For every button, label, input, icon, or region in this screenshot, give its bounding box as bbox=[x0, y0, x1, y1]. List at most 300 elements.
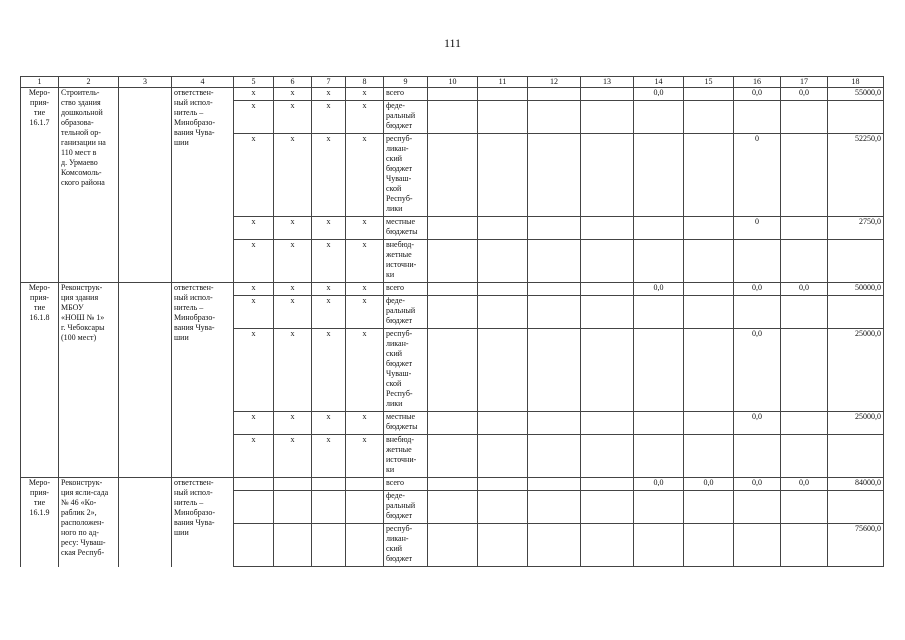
funding-source-line: жетные bbox=[386, 250, 412, 259]
code-cell: x bbox=[234, 283, 274, 296]
value-cell-col17: 0,0 bbox=[781, 88, 828, 101]
measure-executor-line: ный испол- bbox=[174, 488, 213, 497]
value-cell-col16: 0,0 bbox=[734, 478, 781, 491]
value-cell-col10 bbox=[428, 435, 478, 478]
value-cell-col13 bbox=[581, 88, 634, 101]
value-cell-col11 bbox=[478, 412, 528, 435]
value-cell-col12 bbox=[528, 134, 581, 217]
measure-name-line: расположен- bbox=[61, 518, 104, 527]
code-cell: x bbox=[234, 240, 274, 283]
funding-source-line: ки bbox=[386, 270, 395, 279]
value-cell-col16: 0,0 bbox=[734, 283, 781, 296]
value-cell-col10 bbox=[428, 134, 478, 217]
value-cell-col15 bbox=[684, 412, 734, 435]
column-header-row bbox=[21, 77, 884, 88]
value-cell-col16: 0 bbox=[734, 134, 781, 217]
funding-source bbox=[384, 478, 428, 491]
value-cell-col15 bbox=[684, 134, 734, 217]
code-cell bbox=[312, 491, 346, 524]
funding-source-line: источни- bbox=[386, 455, 417, 464]
table-row bbox=[21, 283, 884, 296]
column-header-14: 14 bbox=[634, 77, 684, 88]
funding-source-line: бюджет bbox=[386, 121, 413, 130]
value-cell-col14 bbox=[634, 435, 684, 478]
measure-executor-line: нитель – bbox=[174, 108, 204, 117]
code-cell bbox=[312, 524, 346, 567]
value-cell-col16 bbox=[734, 435, 781, 478]
measure-executor-line: нитель – bbox=[174, 498, 204, 507]
value-cell-col18 bbox=[828, 491, 884, 524]
measure-executor-line: ный испол- bbox=[174, 293, 213, 302]
measure-executor-line: Минобразо- bbox=[174, 508, 216, 517]
code-cell: x bbox=[312, 412, 346, 435]
measure-name-line: № 46 «Ко- bbox=[61, 498, 97, 507]
value-cell-col14 bbox=[634, 134, 684, 217]
value-cell-col11 bbox=[478, 134, 528, 217]
value-cell-col12 bbox=[528, 524, 581, 567]
measure-id-line: прия- bbox=[30, 98, 49, 107]
funding-source-line: местные bbox=[386, 217, 416, 226]
measure-id-line: прия- bbox=[30, 488, 49, 497]
value-cell-col15 bbox=[684, 435, 734, 478]
measure-executor bbox=[172, 88, 234, 283]
measure-id bbox=[21, 88, 59, 283]
measure-executor-line: шии bbox=[174, 528, 189, 537]
value-cell-col12 bbox=[528, 217, 581, 240]
code-cell bbox=[234, 491, 274, 524]
funding-source-line: всего bbox=[386, 283, 405, 292]
code-cell: x bbox=[234, 296, 274, 329]
measure-name-line: МБОУ bbox=[61, 303, 84, 312]
measure-name-line: ция ясли-сада bbox=[61, 488, 109, 497]
value-cell-col13 bbox=[581, 296, 634, 329]
funding-source bbox=[384, 435, 428, 478]
value-cell-col15 bbox=[684, 217, 734, 240]
funding-source-line: ральный bbox=[386, 306, 416, 315]
value-cell-col17 bbox=[781, 435, 828, 478]
funding-source-line: ский bbox=[386, 154, 402, 163]
funding-source-line: Чуваш- bbox=[386, 369, 412, 378]
column-header-12: 12 bbox=[528, 77, 581, 88]
table-row bbox=[21, 88, 884, 101]
value-cell-col10 bbox=[428, 524, 478, 567]
measure-executor-line: ответствен- bbox=[174, 283, 214, 292]
measure-name bbox=[59, 283, 119, 478]
code-cell: x bbox=[234, 134, 274, 217]
value-cell-col18: 75600,0 bbox=[828, 524, 884, 567]
funding-source-line: Респуб- bbox=[386, 194, 413, 203]
value-cell-col17 bbox=[781, 101, 828, 134]
measure-id-line: Меро- bbox=[28, 478, 51, 487]
measure-name-line: г. Чебоксары bbox=[61, 323, 105, 332]
code-cell: x bbox=[312, 101, 346, 134]
column-header-13: 13 bbox=[581, 77, 634, 88]
value-cell-col10 bbox=[428, 101, 478, 134]
measure-executor-line: ответствен- bbox=[174, 88, 214, 97]
measure-name-line: ского района bbox=[61, 178, 105, 187]
code-cell: x bbox=[312, 134, 346, 217]
value-cell-col10 bbox=[428, 240, 478, 283]
value-cell-col10 bbox=[428, 88, 478, 101]
funding-source-line: респуб- bbox=[386, 134, 413, 143]
funding-source-line: ки bbox=[386, 465, 395, 474]
value-cell-col11 bbox=[478, 524, 528, 567]
measure-executor bbox=[172, 283, 234, 478]
funding-source bbox=[384, 329, 428, 412]
value-cell-col12 bbox=[528, 491, 581, 524]
funding-source-line: бюджет bbox=[386, 316, 413, 325]
value-cell-col15 bbox=[684, 240, 734, 283]
value-cell-col18: 52250,0 bbox=[828, 134, 884, 217]
value-cell-col16: 0 bbox=[734, 217, 781, 240]
measure-id-line: тие bbox=[33, 498, 46, 507]
column-header-7: 7 bbox=[312, 77, 346, 88]
value-cell-col12 bbox=[528, 435, 581, 478]
code-cell: x bbox=[346, 435, 384, 478]
value-cell-col13 bbox=[581, 283, 634, 296]
column-header-11: 11 bbox=[478, 77, 528, 88]
funding-source-line: ской bbox=[386, 184, 402, 193]
code-cell: x bbox=[346, 88, 384, 101]
value-cell-col17: 0,0 bbox=[781, 478, 828, 491]
funding-source bbox=[384, 101, 428, 134]
column-header-17: 17 bbox=[781, 77, 828, 88]
value-cell-col18 bbox=[828, 435, 884, 478]
value-cell-col15 bbox=[684, 491, 734, 524]
value-cell-col18: 50000,0 bbox=[828, 283, 884, 296]
code-cell: x bbox=[274, 101, 312, 134]
measure-name-line: раблик 2», bbox=[61, 508, 97, 517]
measure-name-line: Строитель- bbox=[61, 88, 100, 97]
funding-source-line: жетные bbox=[386, 445, 412, 454]
measure-id bbox=[21, 283, 59, 478]
measure-name-line: Комсомоль- bbox=[61, 168, 102, 177]
funding-source bbox=[384, 524, 428, 567]
value-cell-col10 bbox=[428, 412, 478, 435]
measure-col3 bbox=[119, 88, 172, 283]
value-cell-col17 bbox=[781, 240, 828, 283]
column-header-2: 2 bbox=[59, 77, 119, 88]
value-cell-col12 bbox=[528, 240, 581, 283]
value-cell-col16 bbox=[734, 101, 781, 134]
code-cell bbox=[346, 491, 384, 524]
value-cell-col18 bbox=[828, 296, 884, 329]
code-cell: x bbox=[234, 217, 274, 240]
value-cell-col17 bbox=[781, 329, 828, 412]
measure-executor-line: вания Чува- bbox=[174, 323, 215, 332]
column-header-8: 8 bbox=[346, 77, 384, 88]
code-cell: x bbox=[274, 283, 312, 296]
funding-source-line: Респуб- bbox=[386, 389, 413, 398]
code-cell: x bbox=[312, 296, 346, 329]
measure-id-line: тие bbox=[33, 108, 46, 117]
funding-source bbox=[384, 283, 428, 296]
measure-name-line: ство здания bbox=[61, 98, 101, 107]
measure-name-line: тельной ор- bbox=[61, 128, 101, 137]
value-cell-col13 bbox=[581, 240, 634, 283]
measure-name-line: образова- bbox=[61, 118, 94, 127]
value-cell-col14: 0,0 bbox=[634, 478, 684, 491]
value-cell-col15 bbox=[684, 101, 734, 134]
value-cell-col10 bbox=[428, 329, 478, 412]
value-cell-col14: 0,0 bbox=[634, 88, 684, 101]
funding-source-line: ской bbox=[386, 379, 402, 388]
value-cell-col14 bbox=[634, 296, 684, 329]
funding-source-line: ский bbox=[386, 349, 402, 358]
value-cell-col13 bbox=[581, 134, 634, 217]
measure-executor-line: нитель – bbox=[174, 303, 204, 312]
funding-source-line: феде- bbox=[386, 101, 405, 110]
column-header-9: 9 bbox=[384, 77, 428, 88]
value-cell-col12 bbox=[528, 283, 581, 296]
funding-source-line: бюджеты bbox=[386, 227, 418, 236]
funding-source-line: респуб- bbox=[386, 524, 413, 533]
value-cell-col16: 0,0 bbox=[734, 329, 781, 412]
code-cell: x bbox=[234, 412, 274, 435]
value-cell-col13 bbox=[581, 491, 634, 524]
value-cell-col14 bbox=[634, 491, 684, 524]
funding-source-line: источни- bbox=[386, 260, 417, 269]
value-cell-col15 bbox=[684, 283, 734, 296]
measure-id-line: Меро- bbox=[28, 283, 51, 292]
page-number: 111 bbox=[443, 36, 462, 50]
measure-name-line: Реконструк- bbox=[61, 283, 103, 292]
funding-source-line: внебюд- bbox=[386, 435, 414, 444]
measure-name bbox=[59, 88, 119, 283]
value-cell-col18: 25000,0 bbox=[828, 412, 884, 435]
code-cell: x bbox=[312, 88, 346, 101]
value-cell-col17 bbox=[781, 524, 828, 567]
code-cell: x bbox=[312, 283, 346, 296]
code-cell: x bbox=[274, 88, 312, 101]
funding-source bbox=[384, 491, 428, 524]
value-cell-col15 bbox=[684, 296, 734, 329]
funding-source bbox=[384, 134, 428, 217]
measure-col3 bbox=[119, 478, 172, 567]
value-cell-col11 bbox=[478, 240, 528, 283]
code-cell: x bbox=[312, 329, 346, 412]
measure-id-line: 16.1.7 bbox=[29, 118, 50, 127]
code-cell: x bbox=[346, 240, 384, 283]
funding-source-line: ральный bbox=[386, 111, 416, 120]
measure-executor bbox=[172, 478, 234, 567]
value-cell-col18: 84000,0 bbox=[828, 478, 884, 491]
funding-source bbox=[384, 412, 428, 435]
value-cell-col16 bbox=[734, 296, 781, 329]
measure-executor-line: шии bbox=[174, 138, 189, 147]
funding-source-line: ский bbox=[386, 544, 402, 553]
value-cell-col17: 0,0 bbox=[781, 283, 828, 296]
measure-executor-line: вания Чува- bbox=[174, 128, 215, 137]
value-cell-col11 bbox=[478, 435, 528, 478]
value-cell-col17 bbox=[781, 217, 828, 240]
funding-source-line: всего bbox=[386, 478, 405, 487]
value-cell-col13 bbox=[581, 524, 634, 567]
funding-source-line: Чуваш- bbox=[386, 174, 412, 183]
value-cell-col11 bbox=[478, 101, 528, 134]
value-cell-col16: 0,0 bbox=[734, 88, 781, 101]
value-cell-col16 bbox=[734, 240, 781, 283]
value-cell-col11 bbox=[478, 478, 528, 491]
measure-executor-line: ный испол- bbox=[174, 98, 213, 107]
code-cell: x bbox=[346, 296, 384, 329]
value-cell-col14 bbox=[634, 412, 684, 435]
measure-id-line: 16.1.9 bbox=[29, 508, 50, 517]
value-cell-col18 bbox=[828, 240, 884, 283]
code-cell: x bbox=[346, 329, 384, 412]
value-cell-col18: 2750,0 bbox=[828, 217, 884, 240]
value-cell-col16: 0,0 bbox=[734, 412, 781, 435]
value-cell-col13 bbox=[581, 217, 634, 240]
value-cell-col18: 25000,0 bbox=[828, 329, 884, 412]
measure-executor-line: вания Чува- bbox=[174, 518, 215, 527]
value-cell-col17 bbox=[781, 412, 828, 435]
measure-id-line: прия- bbox=[30, 293, 49, 302]
funding-source-line: ликан- bbox=[386, 339, 409, 348]
value-cell-col10 bbox=[428, 296, 478, 329]
code-cell: x bbox=[346, 412, 384, 435]
funding-source-line: бюджет bbox=[386, 164, 413, 173]
funding-source-line: ликан- bbox=[386, 144, 409, 153]
measure-id bbox=[21, 478, 59, 567]
code-cell bbox=[274, 491, 312, 524]
value-cell-col11 bbox=[478, 296, 528, 329]
code-cell bbox=[312, 478, 346, 491]
value-cell-col16 bbox=[734, 524, 781, 567]
value-cell-col13 bbox=[581, 329, 634, 412]
funding-source-line: ликан- bbox=[386, 534, 409, 543]
value-cell-col13 bbox=[581, 412, 634, 435]
code-cell bbox=[234, 478, 274, 491]
funding-source-line: местные bbox=[386, 412, 416, 421]
code-cell: x bbox=[234, 88, 274, 101]
measure-name-line: «НОШ № 1» bbox=[61, 313, 105, 322]
code-cell: x bbox=[274, 134, 312, 217]
funding-source bbox=[384, 240, 428, 283]
funding-source-line: ральный bbox=[386, 501, 416, 510]
measure-name-line: ская Респуб- bbox=[61, 548, 105, 557]
column-header-3: 3 bbox=[119, 77, 172, 88]
code-cell bbox=[346, 478, 384, 491]
funding-source-line: бюджет bbox=[386, 554, 413, 563]
measure-name-line: Реконструк- bbox=[61, 478, 103, 487]
column-header-18: 18 bbox=[828, 77, 884, 88]
column-header-15: 15 bbox=[684, 77, 734, 88]
measure-executor-line: ответствен- bbox=[174, 478, 214, 487]
value-cell-col13 bbox=[581, 478, 634, 491]
code-cell: x bbox=[274, 240, 312, 283]
value-cell-col17 bbox=[781, 296, 828, 329]
value-cell-col10 bbox=[428, 283, 478, 296]
funding-source-line: всего bbox=[386, 88, 405, 97]
code-cell bbox=[274, 478, 312, 491]
funding-source bbox=[384, 88, 428, 101]
measure-name-line: ганизации на bbox=[61, 138, 106, 147]
code-cell: x bbox=[234, 329, 274, 412]
measure-id-line: 16.1.8 bbox=[29, 313, 50, 322]
measure-name bbox=[59, 478, 119, 567]
value-cell-col17 bbox=[781, 134, 828, 217]
code-cell: x bbox=[312, 435, 346, 478]
code-cell: x bbox=[346, 134, 384, 217]
table-row bbox=[21, 478, 884, 491]
value-cell-col11 bbox=[478, 217, 528, 240]
measure-name-line: д. Урмаево bbox=[61, 158, 98, 167]
value-cell-col10 bbox=[428, 217, 478, 240]
value-cell-col14 bbox=[634, 217, 684, 240]
value-cell-col13 bbox=[581, 101, 634, 134]
value-cell-col12 bbox=[528, 329, 581, 412]
column-header-5: 5 bbox=[234, 77, 274, 88]
funding-source-line: лики bbox=[386, 204, 403, 213]
measure-id-line: тие bbox=[33, 303, 46, 312]
code-cell: x bbox=[274, 329, 312, 412]
value-cell-col17 bbox=[781, 491, 828, 524]
funding-source-line: бюджеты bbox=[386, 422, 418, 431]
column-header-6: 6 bbox=[274, 77, 312, 88]
value-cell-col14 bbox=[634, 329, 684, 412]
code-cell: x bbox=[274, 296, 312, 329]
value-cell-col12 bbox=[528, 101, 581, 134]
value-cell-col15 bbox=[684, 524, 734, 567]
funding-source bbox=[384, 296, 428, 329]
value-cell-col15 bbox=[684, 88, 734, 101]
funding-source-line: бюджет bbox=[386, 359, 413, 368]
funding-source-line: внебюд- bbox=[386, 240, 414, 249]
code-cell: x bbox=[346, 283, 384, 296]
column-header-10: 10 bbox=[428, 77, 478, 88]
value-cell-col14 bbox=[634, 524, 684, 567]
measure-name-line: ного по ад- bbox=[61, 528, 99, 537]
code-cell: x bbox=[346, 101, 384, 134]
funding-source-line: бюджет bbox=[386, 511, 413, 520]
code-cell bbox=[346, 524, 384, 567]
funding-source bbox=[384, 217, 428, 240]
measure-name-line: дошкольной bbox=[61, 108, 103, 117]
value-cell-col15: 0,0 bbox=[684, 478, 734, 491]
value-cell-col11 bbox=[478, 88, 528, 101]
measure-executor-line: Минобразо- bbox=[174, 118, 216, 127]
value-cell-col13 bbox=[581, 435, 634, 478]
value-cell-col11 bbox=[478, 329, 528, 412]
funding-source-line: респуб- bbox=[386, 329, 413, 338]
value-cell-col18 bbox=[828, 101, 884, 134]
value-cell-col12 bbox=[528, 296, 581, 329]
value-cell-col15 bbox=[684, 329, 734, 412]
value-cell-col12 bbox=[528, 478, 581, 491]
code-cell: x bbox=[312, 217, 346, 240]
code-cell: x bbox=[346, 217, 384, 240]
value-cell-col10 bbox=[428, 491, 478, 524]
funding-source-line: феде- bbox=[386, 491, 405, 500]
budget-table bbox=[20, 76, 884, 567]
code-cell: x bbox=[274, 412, 312, 435]
code-cell: x bbox=[234, 435, 274, 478]
value-cell-col14 bbox=[634, 240, 684, 283]
value-cell-col18: 55000,0 bbox=[828, 88, 884, 101]
code-cell bbox=[234, 524, 274, 567]
code-cell: x bbox=[274, 435, 312, 478]
code-cell: x bbox=[274, 217, 312, 240]
funding-source-line: феде- bbox=[386, 296, 405, 305]
measure-id-line: Меро- bbox=[28, 88, 51, 97]
measure-executor-line: шии bbox=[174, 333, 189, 342]
measure-name-line: (100 мест) bbox=[61, 333, 97, 342]
measure-name-line: 110 мест в bbox=[61, 148, 97, 157]
measure-name-line: ресу: Чуваш- bbox=[61, 538, 106, 547]
column-header-16: 16 bbox=[734, 77, 781, 88]
value-cell-col16 bbox=[734, 491, 781, 524]
